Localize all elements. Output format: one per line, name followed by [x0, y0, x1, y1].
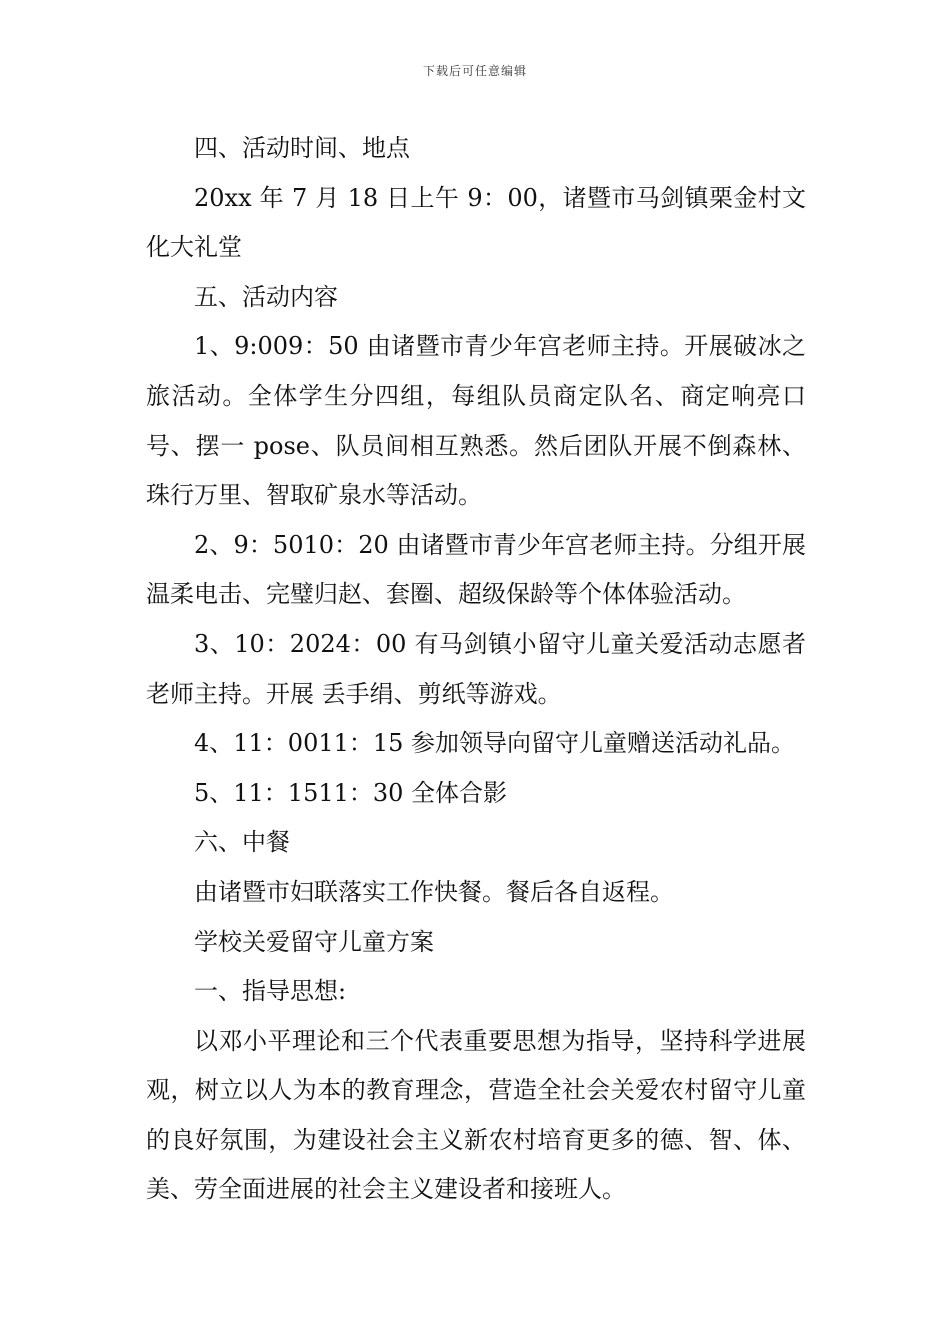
paragraph-item-3: 3、10：2024：00 有马剑镇小留守儿童关爱活动志愿者老师主持。开展 丢手绢、剪纸等游戏。: [146, 629, 806, 708]
section-heading-content: 五、活动内容: [194, 282, 338, 311]
section-heading-lunch: 六、中餐: [194, 828, 290, 857]
document-title-plan: 学校关爱留守儿童方案: [194, 927, 434, 956]
paragraph-item-2: 2、9：5010：20 由诸暨市青少年宫老师主持。分组开展温柔电击、完璧归赵、套圈、超级保龄等个体体验活动。: [146, 530, 806, 609]
document-body: [146, 124, 806, 1215]
paragraph-time-location: 20xx 年 7 月 18 日上午 9：00，诸暨市马剑镇栗金村文化大礼堂: [146, 183, 806, 262]
paragraph-item-1: 1、9:009：50 由诸暨市青少年宫老师主持。开展破冰之旅活动。全体学生分四组，每组队员商定队名、商定响亮口号、摆一 pose、队员间相互熟悉。然后团队开展不倒森林、珠行万里、智取矿泉水等活动。: [146, 332, 806, 510]
paragraph-lunch: 由诸暨市妇联落实工作快餐。餐后各自返程。: [194, 877, 674, 906]
paragraph-guiding-thought: 以邓小平理论和三个代表重要思想为指导，坚持科学进展观，树立以人为本的教育理念，营造全社会关爱农村留守儿童的良好氛围，为建设社会主义新农村培育更多的德、智、体、美、劳全面进展的社会主义建设者和接班人。: [146, 1026, 806, 1204]
paragraph-item-4: 4、11：0011：15 参加领导向留守儿童赠送活动礼品。: [194, 729, 796, 758]
section-heading-time-location: 四、活动时间、地点: [194, 134, 410, 162]
section-heading-guiding-thought: 一、指导思想:: [194, 977, 347, 1006]
page-header: 下载后可任意编辑: [422, 64, 527, 78]
paragraph-item-5: 5、11：1511：30 全体合影: [194, 778, 508, 807]
